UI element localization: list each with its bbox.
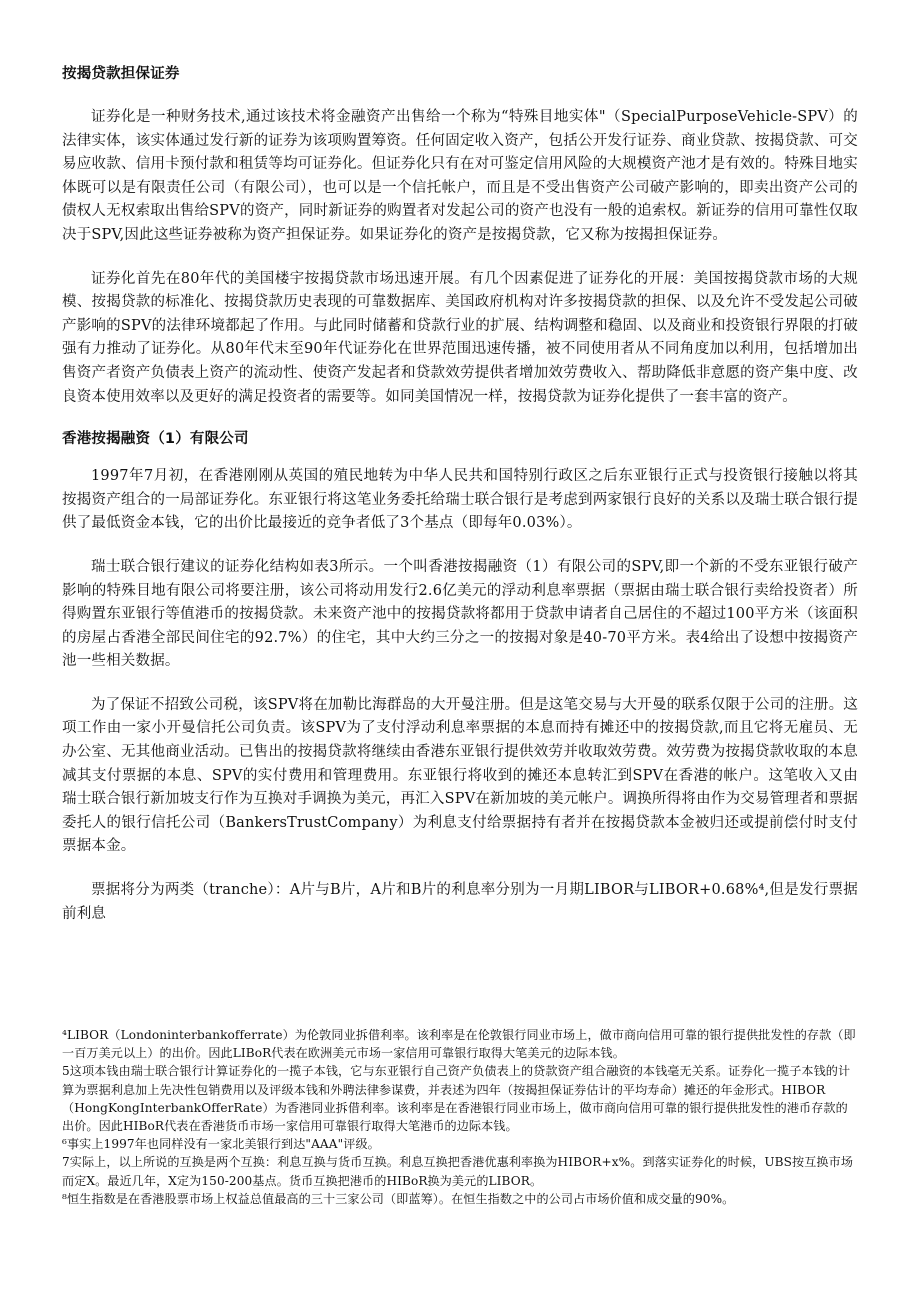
footnotes (62, 1026, 858, 1208)
paragraph: 1997年7月初，在香港刚刚从英国的殖民地转为中华人民共和国特别行政区之后东亚银行正式与投资银行接触以将其按揭资产组合的一局部证券化。东亚银行将这笔业务委托给瑞士联合银行是考虑到两家银行良好的关系以及瑞士联合银行提供了最低资金本钱，它的出价比最接近的竞争者低了3个基点（即每年0.03%）。 (62, 468, 858, 532)
document-body (62, 62, 858, 926)
paragraph: 为了保证不招致公司税，该SPV将在加勒比海群岛的大开曼注册。但是这笔交易与大开曼的联系仅限于公司的注册。这项工作由一家小开曼信托公司负责。该SPV为了支付浮动利息率票据的本息而持有摊还中的按揭贷款,而且它将无雇员、无办公室、无其他商业活动。已售出的按揭贷款将继续由香港东亚银行提供效劳并收取效劳费。效劳费为按揭贷款收取的本息减其支付票据的本息、SPV的实付费用和管理费用。东亚银行将收到的摊还本息转汇到SPV在香港的帐户。这笔收入又由瑞士联合银行新加坡支行作为互换对手调换为美元，再汇入SPV在新加坡的美元帐户。调换所得将由作为交易管理者和票据委托人的银行信托公司（BankersTrustCompany）为利息支付给票据持有者并在按揭贷款本金被归还或提前偿付时支付票据本金。 (62, 696, 858, 855)
paragraph: 瑞士联合银行建议的证券化结构如表3所示。一个叫香港按揭融资（1）有限公司的SPV,即一个新的不受东亚银行破产影响的特殊目地有限公司将要注册，该公司将动用发行2.6亿美元的浮动利息率票据（票据由瑞士联合银行卖给投资者）所得购置东亚银行等值港币的按揭贷款。未来资产池中的按揭贷款将都用于贷款申请者自己居住的不超过100平方米（该面积的房屋占香港全部民间住宅的92.7%）的住宅，其中大约三分之一的按揭对象是40-70平方米。表4给出了设想中按揭资产池一些相关数据。 (62, 558, 858, 670)
footnote: 7实际上，以上所说的互换是两个互换：利息互换与货币互换。利息互换把香港优惠利率换为HIBOR+x%。到落实证券化的时候，UBS按互换市场而定X。最近几年，X定为150-200基点。货币互换把港币的HIBoR换为美元的LIBOR。 (62, 1155, 854, 1188)
section-title-mbs: 按揭贷款担保证券 (62, 66, 180, 82)
paragraph: 证券化是一种财务技术,通过该技术将金融资产出售给一个称为“特殊目地实体"（SpecialPurposeVehicle-SPV）的法律实体，该实体通过发行新的证券为该项购置筹资。任何固定收入资产，包括公开发行证券、商业贷款、按揭贷款、可交易应收款、信用卡预付款和租赁等均可证券化。但证券化只有在对可鉴定信用风险的大规模资产池才是有效的。特殊目地实体既可以是有限责任公司（有限公司），也可以是一个信托帐户，而且是不受出售资产公司破产影响的，即卖出资产公司的债权人无权索取出售给SPV的资产，同时新证券的购置者对发起公司的资产也没有一般的追索权。新证券的信用可靠性仅取决于SPV,因此这些证券被称为资产担保证券。如果证券化的资产是按揭贷款，它又称为按揭担保证券。 (62, 109, 858, 243)
footnote: 5这项本钱由瑞士联合银行计算证券化的一揽子本钱，它与东亚银行自己资产负债表上的贷款资产组合融资的本钱毫无关系。证券化一揽子本钱的计算为票据利息加上先决性包销费用以及评级本钱和外聘法律参谋费，并表述为四年（按揭担保证券估计的平均寿命）摊还的年金形式。HIBOR（HongKongInterbankOfferRate）为香港同业拆借利率。该利率是在香港银行同业市场上，做市商向信用可靠的银行提供批发性的港币存款的出价。因此HIBoR代表在香港货币市场一家信用可靠银行取得大笔港币的边际本钱。 (62, 1064, 851, 1134)
paragraph: 票据将分为两类（tranche）：A片与B片，A片和B片的利息率分别为一月期LIBOR与LIBOR+0.68%⁴,但是发行票据前利息 (62, 882, 858, 922)
footnote: ⁴LIBOR（Londoninterbankofferrate）为伦敦同业拆借利率。该利率是在伦敦银行同业市场上，做市商向信用可靠的银行提供批发性的存款（即一百万美元以上）的出价。因此LIBoR代表在欧洲美元市场一家信用可靠银行取得大笔美元的边际本钱。 (62, 1028, 856, 1061)
paragraph: 证券化首先在80年代的美国楼宇按揭贷款市场迅速开展。有几个因素促进了证券化的开展：美国按揭贷款市场的大规模、按揭贷款的标准化、按揭贷款历史表现的可靠数据库、美国政府机构对许多按揭贷款的担保、以及允许不受发起公司破产影响的SPV的法律环境都起了作用。与此同时储蓄和贷款行业的扩展、结构调整和稳固、以及商业和投资银行界限的打破强有力推动了证券化。从80年代末至90年代证券化在世界范围迅速传播，被不同使用者从不同角度加以利用，包括增加出售资产者资产负债表上资产的流动性、使资产发起者和贷款效劳提供者增加效劳费收入、帮助降低非意愿的资产集中度、改良资本使用效率以及更好的满足投资者的需要等。如同美国情况一样，按揭贷款为证券化提供了一套丰富的资产。 (62, 270, 858, 405)
footnote: ⁸恒生指数是在香港股票市场上权益总值最高的三十三家公司（即蓝筹）。在恒生指数之中的公司占市场价值和成交量的90%。 (62, 1191, 735, 1206)
footnote: ⁶事实上1997年也同样没有一家北美银行到达"AAA"评级。 (62, 1137, 380, 1152)
section-title-hk-mortgage: 香港按揭融资（1）有限公司 (62, 431, 249, 448)
